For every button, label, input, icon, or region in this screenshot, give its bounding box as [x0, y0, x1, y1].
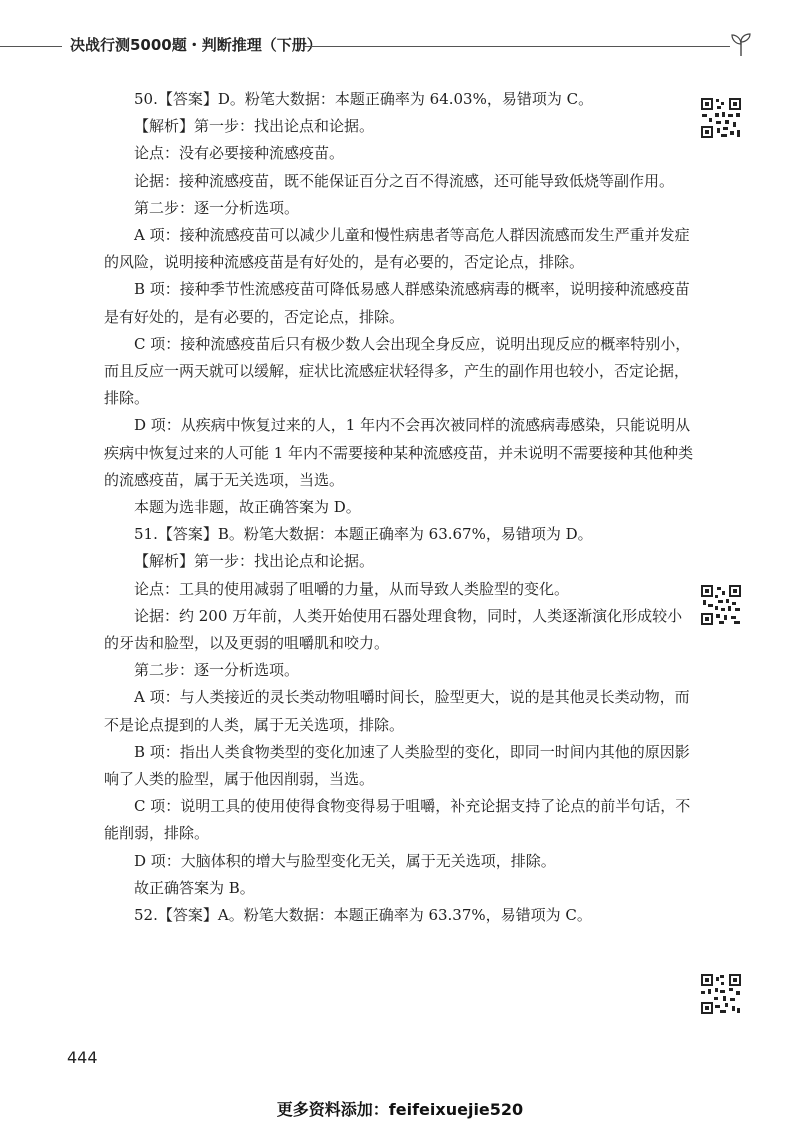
- q51-conclusion: 故正确答案为 B。: [134, 878, 255, 897]
- qr-code-icon: [699, 96, 743, 140]
- page-number: 444: [67, 1048, 98, 1067]
- book-title: 决战行测5000题・判断推理（下册）: [70, 36, 322, 54]
- q51-option-b: B 项：指出人类食物类型的变化加速了人类脸型的变化，即同一时间内其他的原因影响了人类的脸型，属于他因削弱，当选。: [104, 742, 690, 789]
- q51-option-c: C 项：说明工具的使用使得食物变得易于咀嚼，补充论据支持了论点的前半句话，不能削弱，排除。: [104, 797, 691, 843]
- q50-conclusion: 本题为选非题，故正确答案为 D。: [134, 498, 361, 517]
- q50-answer-line: 50.【答案】D。粉笔大数据：本题正确率为 64.03%，易错项为 C。: [134, 90, 594, 108]
- qr-code-icon: [699, 972, 743, 1016]
- header-rule-right: [304, 46, 730, 47]
- sprout-icon: [728, 32, 754, 58]
- q50-claim: 论点：没有必要接种流感疫苗。: [134, 144, 345, 163]
- qr-code-icon: [699, 583, 743, 627]
- q51-answer-line: 51.【答案】B。粉笔大数据：本题正确率为 63.67%，易错项为 D。: [134, 525, 593, 544]
- q51-analysis-step1: 【解析】第一步：找出论点和论据。: [134, 552, 375, 571]
- footer-note: 更多资料添加：feifeixuejie520: [276, 1100, 524, 1119]
- q51-analysis-step2: 第二步：逐一分析选项。: [134, 661, 300, 680]
- q50-option-b: B 项：接种季节性流感疫苗可降低易感人群感染流感病毒的概率，说明接种流感疫苗是有好处的，是有必要的，否定论点，排除。: [104, 280, 690, 326]
- q51-evidence: 论据：约 200 万年前，人类开始使用石器处理食物，同时，人类逐渐演化形成较小的牙齿和脸型，以及更弱的咀嚼肌和咬力。: [104, 606, 683, 653]
- q50-analysis-step2: 第二步：逐一分析选项。: [134, 198, 300, 217]
- answer-explanation-body: [104, 86, 696, 929]
- q51-claim: 论点：工具的使用减弱了咀嚼的力量，从而导致人类脸型的变化。: [134, 579, 570, 598]
- q50-option-d: D 项：从疾病中恢复过来的人，1 年内不会再次被同样的流感病毒感染，只能说明从疾病中恢复过来的人可能 1 年内不需要接种某种流感疫苗，并未说明不需要接种其他种类的流感疫苗，属于无关选项，当选。: [104, 416, 694, 489]
- q51-option-d: D 项：大脑体积的增大与脸型变化无关，属于无关选项，排除。: [134, 851, 556, 870]
- q50-option-a: A 项：接种流感疫苗可以减少儿童和慢性病患者等高危人群因流感而发生严重并发症的风险，说明接种流感疫苗是有好处的，是有必要的，否定论点，排除。: [104, 226, 690, 272]
- q52-answer-line: 52.【答案】A。粉笔大数据：本题正确率为 63.37%，易错项为 C。: [134, 906, 592, 925]
- running-header: [0, 32, 800, 62]
- q50-option-c: C 项：接种流感疫苗后只有极少数人会出现全身反应，说明出现反应的概率特别小，而且反应一两天就可以缓解，症状比流感症状轻得多，产生的副作用也较小，否定论据，排除。: [104, 334, 691, 408]
- q50-analysis-step1: 【解析】第一步：找出论点和论据。: [134, 117, 375, 136]
- q50-evidence: 论据：接种流感疫苗，既不能保证百分之百不得流感，还可能导致低烧等副作用。: [134, 171, 675, 190]
- header-rule-left: [0, 46, 62, 47]
- q51-option-a: A 项：与人类接近的灵长类动物咀嚼时间长，脸型更大，说的是其他灵长类动物，而不是论点提到的人类，属于无关选项，排除。: [104, 688, 690, 734]
